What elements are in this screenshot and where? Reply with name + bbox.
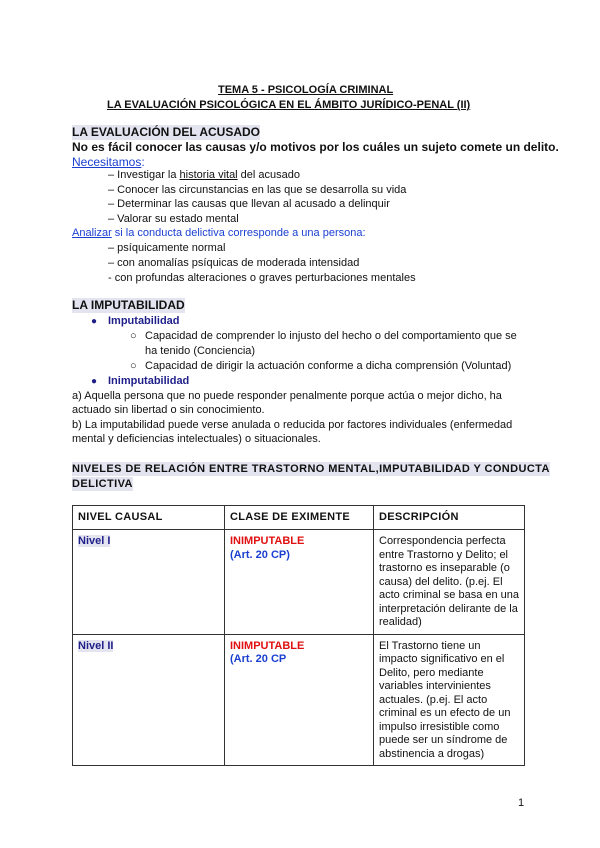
document-subtitle: LA EVALUACIÓN PSICOLÓGICA EN EL ÁMBITO JURÍDICO-PENAL (II) [107, 99, 471, 111]
paragraph-a: actuado sin libertad o sin conocimiento. [72, 404, 265, 416]
article-label: (Art. 20 CP [230, 653, 287, 665]
section-heading-niveles: DELICTIVA [72, 478, 133, 490]
table-header-cell: DESCRIPCIÓN [374, 506, 525, 530]
historia-vital-link: historia vital [179, 169, 238, 181]
table-header-cell: CLASE DE EXIMENTE [225, 506, 374, 530]
class-label: INIMPUTABLE [230, 535, 305, 547]
necesitamos-colon: : [141, 155, 145, 169]
paragraph-a: a) Aquella persona que no puede responder penalmente porque actúa o mejor dicho, ha [72, 390, 502, 402]
list-item: – Conocer las circunstancias en las que se desarrolla su vida [108, 184, 407, 196]
table-cell-description: Correspondencia perfecta entre Trastorno y Delito; el trastorno es inseparable (o causa) del delito. (p.ej. El acto criminal se basa en una interpretación delirante de la realidad) [374, 530, 525, 635]
bullet-imputabilidad: Imputabilidad [108, 315, 180, 327]
section-heading-evaluacion: LA EVALUACIÓN DEL ACUSADO [72, 125, 261, 139]
document-title: TEMA 5 - PSICOLOGÍA CRIMINAL [218, 84, 394, 96]
paragraph-b: b) La imputabilidad puede verse anulada o reducida por factores individuales (enfermedad [72, 419, 513, 431]
analizar-label: Analizar [72, 227, 112, 239]
page-number: 1 [518, 797, 525, 809]
analizar-line [72, 226, 366, 240]
list-item: – Valorar su estado mental [108, 213, 239, 225]
circle-bullet-icon: ○ [130, 360, 137, 372]
table-header-row [73, 506, 525, 530]
table-row [73, 634, 525, 766]
table-cell-level [73, 530, 225, 635]
circle-bullet-icon: ○ [130, 330, 137, 342]
table-cell-class [225, 634, 374, 766]
table-row [73, 530, 525, 635]
sub-item-text: ha tenido (Conciencia) [145, 345, 256, 357]
paragraph-b: mental y deficiencias intelectuales) o situacionales. [72, 433, 321, 445]
analizar-rest: si la conducta delictiva corresponde a una persona: [111, 227, 366, 239]
section-heading-niveles: NIVELES DE RELACIÓN ENTRE TRASTORNO MENTAL,IMPUTABILIDAD Y CONDUCTA [72, 463, 550, 475]
list-item: – con anomalías psíquicas de moderada intensidad [108, 257, 360, 269]
level-label: Nivel II [78, 639, 114, 652]
list-item: – psíquicamente normal [108, 242, 226, 254]
table-cell-description: El Trastorno tiene un impacto significativo en el Delito, pero mediante variables intervinientes actuales. (p.ej. El acto criminal es un efecto de un impulso irresistible como puede ser un síndrome de abstinencia a drogas) [374, 634, 525, 766]
bullet-inimputabilidad: Inimputabilidad [108, 375, 190, 387]
section-heading-imputabilidad: LA IMPUTABILIDAD [72, 298, 185, 312]
necesitamos-label: Necesitamos [72, 155, 142, 169]
bullet-dot-icon: ● [91, 316, 98, 327]
class-label: INIMPUTABLE [230, 639, 305, 652]
bullet-dot-icon: ● [91, 376, 98, 387]
list-item [108, 168, 300, 182]
article-label: (Art. 20 CP) [230, 548, 290, 561]
list-item: – Determinar las causas que llevan al acusado a delinquir [108, 198, 390, 210]
table-header-cell: NIVEL CAUSAL [73, 506, 225, 530]
table-cell-class [225, 530, 374, 635]
item-text: del acusado [237, 169, 301, 181]
table-cell-level [73, 634, 225, 766]
intro-paragraph: No es fácil conocer las causas y/o motivos por los cuáles un sujeto comete un delito. [72, 140, 559, 154]
level-label: Nivel I [78, 535, 111, 547]
niveles-table [72, 505, 525, 766]
sub-item-text: Capacidad de dirigir la actuación conforme a dicha comprensión (Voluntad) [145, 360, 512, 372]
item-text: – Investigar la [108, 169, 180, 181]
sub-item-text: Capacidad de comprender lo injusto del hecho o del comportamiento que se [145, 330, 517, 342]
list-item: - con profundas alteraciones o graves perturbaciones mentales [108, 272, 416, 284]
